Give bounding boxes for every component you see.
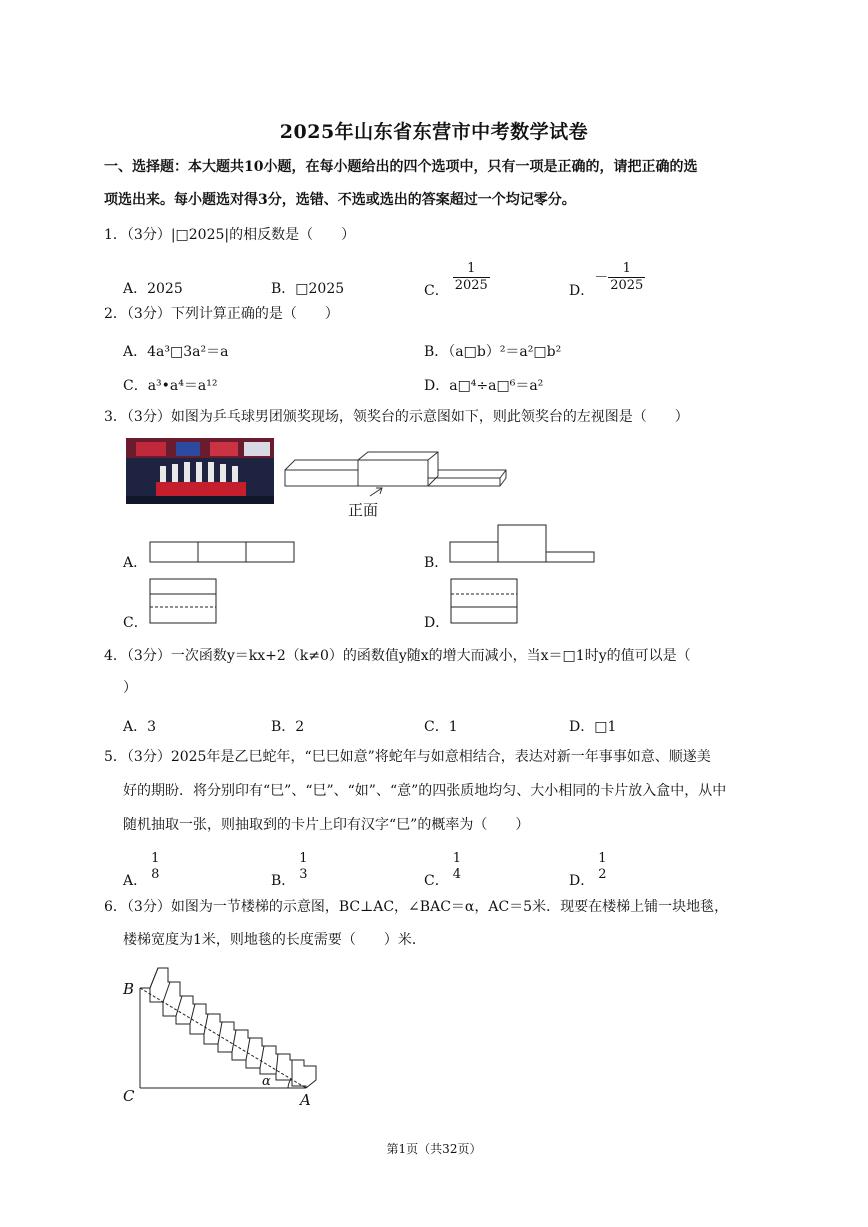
q5-stem-line2: 好的期盼．将分别印有“巳”、“巳”、“如”、“意”的四张质地均匀、大小相同的卡片放入盒中，从中 xyxy=(123,783,727,799)
q1-stem: 1．（3分）|□2025|的相反数是（ ） xyxy=(104,227,356,243)
q3-option-a-figure xyxy=(148,540,298,566)
q1-option-c: C． $\frac{1}{2025}$ xyxy=(424,260,488,299)
q3-option-a-label: A． xyxy=(123,555,148,571)
q2-option-c: C．a³•a⁴＝a¹² xyxy=(123,378,218,394)
q2-option-d: D．a□⁴÷a□⁶＝a² xyxy=(424,378,544,394)
q5-stem-line3: 随机抽取一张，则抽取到的卡片上印有汉字“巳”的概率为（ ） xyxy=(123,817,530,833)
q6-stem-line2: 楼梯宽度为1米，则地毯的长度需要（ ）米． xyxy=(123,932,426,948)
q2-option-a: A．4a³□3a²＝a xyxy=(123,344,229,360)
q3-option-d-figure xyxy=(449,577,521,627)
q4-stem-line2: ） xyxy=(123,680,137,696)
q5-option-a: A． 1 8 xyxy=(123,851,160,889)
q5-stem-line1: 5．（3分）2025年是乙巳蛇年，“巳巳如意”将蛇年与如意相结合，表达对新一年事事如意、顺遂美 xyxy=(104,749,711,765)
label-b: B xyxy=(123,980,135,998)
q3-option-c-figure xyxy=(148,577,220,627)
q5-option-d: D． 1 2 xyxy=(569,851,607,889)
q2-stem: 2．（3分）下列计算正确的是（ ） xyxy=(104,306,339,322)
q1-option-a: A．2025 xyxy=(123,281,183,297)
label-alpha: α xyxy=(262,1074,271,1089)
label-a: A xyxy=(300,1091,311,1109)
front-label: 正面 xyxy=(348,501,379,519)
q3-option-b-figure xyxy=(448,522,598,566)
q1-option-d: D．－ $\frac{1}{2025}$ xyxy=(569,260,644,299)
q2-option-b: B．（a□b）²＝a²□b² xyxy=(424,344,562,360)
q1-option-b: B．□2025 xyxy=(271,281,345,297)
q4-option-d: D．□1 xyxy=(569,719,617,735)
q4-option-c: C．1 xyxy=(424,719,458,735)
q3-option-b-label: B． xyxy=(424,555,449,571)
q3-option-d-label: D． xyxy=(424,615,450,631)
q4-stem-line1: 4．（3分）一次函数y＝kx+2（k≠0）的函数值y随x的增大而减小，当x＝□1时y的值可以是（ xyxy=(104,648,691,664)
label-c: C xyxy=(123,1087,135,1105)
q5-option-b: B． 1 3 xyxy=(271,851,308,889)
section-heading-line1: 一、选择题：本大题共10小题，在每小题给出的四个选项中，只有一项是正确的，请把正确的选 xyxy=(104,159,698,175)
q5-option-c: C． 1 4 xyxy=(424,851,461,889)
q3-option-c-label: C． xyxy=(123,615,148,631)
stairs-diagram xyxy=(118,962,328,1110)
page-title: 2025年山东省东营市中考数学试卷 xyxy=(279,121,589,143)
q6-stem-line1: 6．（3分）如图为一节楼梯的示意图，BC⊥AC，∠BAC＝α，AC＝5米．现要在楼梯上铺一块地毯， xyxy=(104,899,729,915)
q4-option-b: B．2 xyxy=(271,719,305,735)
section-heading-line2: 项选出来。每小题选对得3分，选错、不选或选出的答案超过一个均记零分。 xyxy=(104,192,576,208)
q4-option-a: A．3 xyxy=(123,719,157,735)
q3-stem: 3．（3分）如图为乒乓球男团颁奖现场，领奖台的示意图如下，则此领奖台的左视图是（ ） xyxy=(104,409,689,425)
page-footer: 第1页（共32页） xyxy=(386,1142,482,1156)
podium-photo xyxy=(126,438,274,504)
podium-diagram xyxy=(280,448,510,523)
